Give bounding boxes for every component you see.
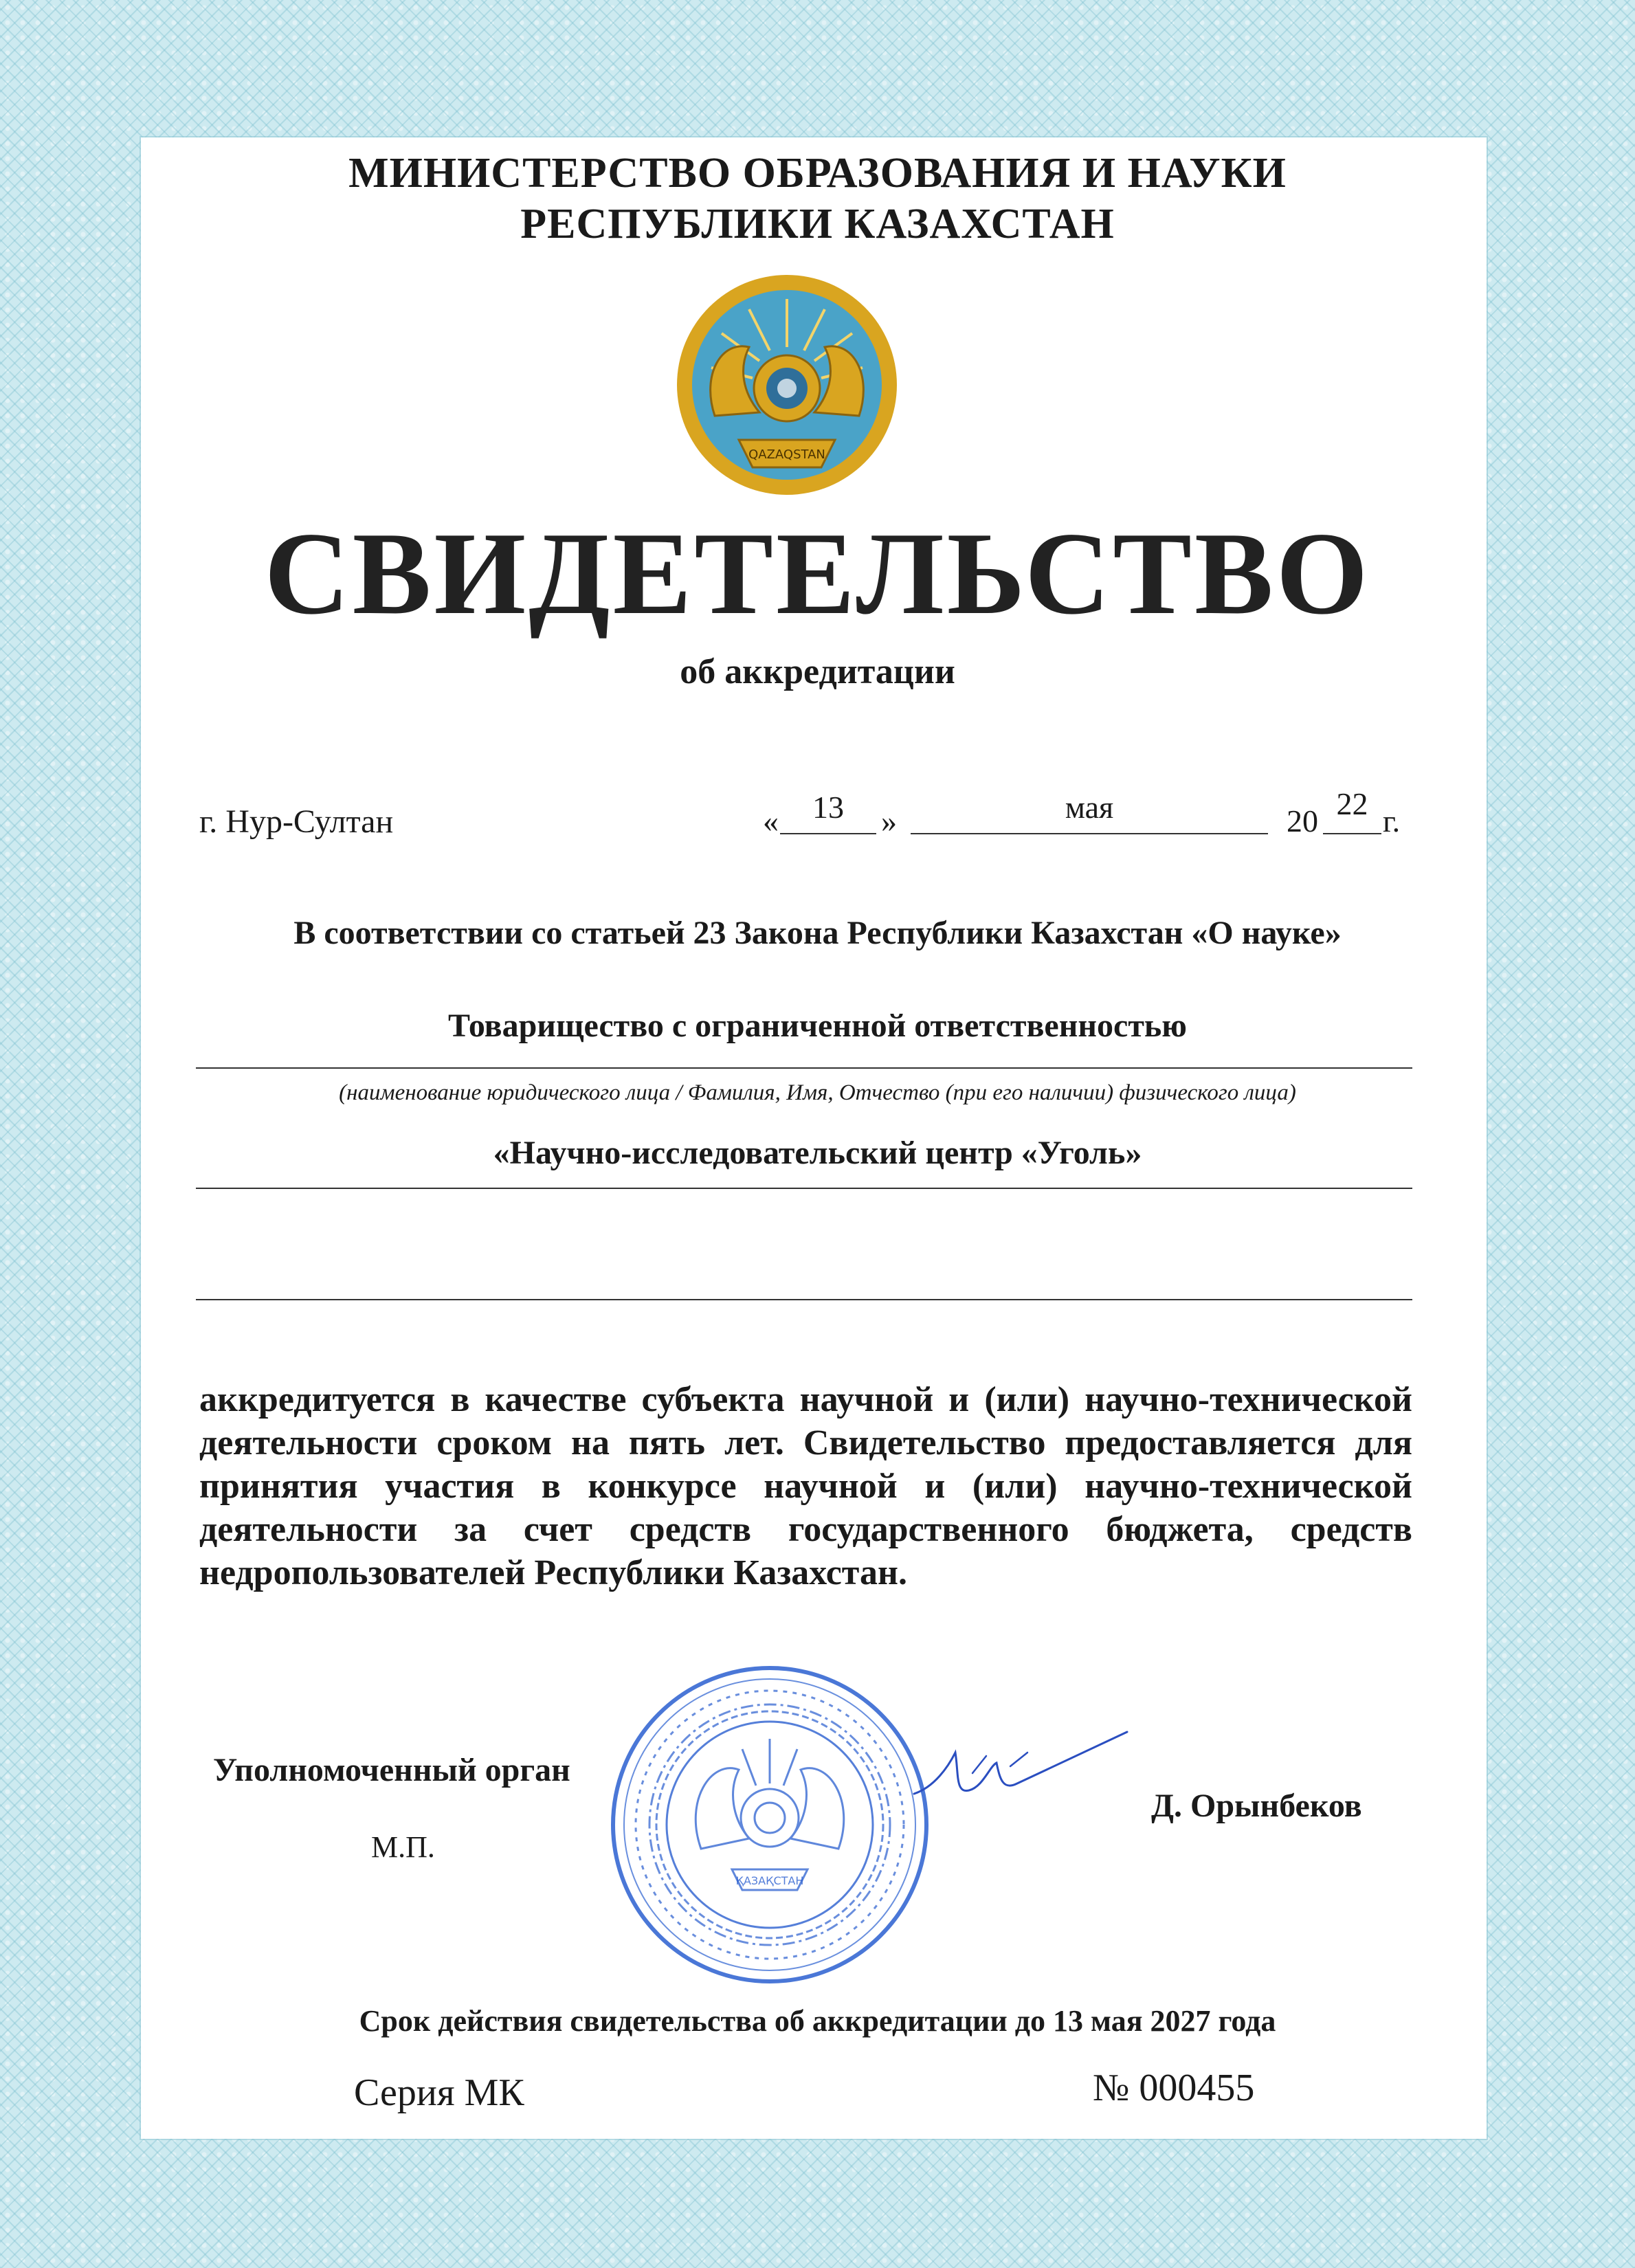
authority-label: Уполномоченный орган (213, 1752, 570, 1788)
organization-hint: (наименование юридического лица / Фамилия, Имя, Отчество (при его наличии) физического лица) (339, 1080, 1296, 1105)
signer-name: Д. Орынбеков (1151, 1788, 1362, 1824)
year-prefix: 20 (1287, 803, 1318, 838)
year-underline (1323, 833, 1381, 834)
signature-scribble (907, 1725, 1134, 1814)
emblem-icon (674, 271, 900, 498)
issue-city: г. Нур-Султан (199, 803, 394, 840)
date-quote-close: » (881, 803, 897, 838)
issue-year: 22 (1336, 786, 1368, 821)
legal-basis: В соответствии со статьей 23 Закона Республики Казахстан «О науке» (293, 915, 1342, 951)
validity-period: Срок действия свидетельства об аккредитации до 13 мая 2027 года (359, 2004, 1276, 2038)
issue-day: 13 (812, 790, 844, 825)
month-underline (911, 833, 1268, 834)
year-mark: г. (1383, 803, 1401, 838)
accreditation-text: аккредитуется в качестве субъекта научной и (или) научно-технической деятельности сроком на пять лет. Свидетельство предоставляется для принятия участия в конкурсе научной и (или) научно-технической деятельности за счет средств государственного бюджета, средств недропользователей Республики Казахстан. (199, 1380, 1412, 1592)
emblem-text: QAZAQSTAN (748, 447, 825, 462)
ministry-line-1: МИНИСТЕРСТВО ОБРАЗОВАНИЯ И НАУКИ (348, 150, 1287, 197)
organization-line-1 (196, 1067, 1412, 1069)
ministry-header (0, 148, 1635, 249)
organization-line-2 (196, 1188, 1412, 1189)
seal-placeholder-label: М.П. (371, 1830, 435, 1864)
signature-icon (907, 1725, 1134, 1814)
organization-type: Товарищество с ограниченной ответственностью (448, 1008, 1187, 1044)
certificate-series: Серия МК (354, 2071, 524, 2114)
day-underline (780, 833, 876, 834)
organization-line-3 (196, 1299, 1412, 1300)
issue-month: мая (1065, 790, 1114, 825)
ministry-line-2: РЕСПУБЛИКИ КАЗАХСТАН (520, 201, 1115, 247)
stamp-text: ҚАЗАҚСТАН (735, 1874, 804, 1887)
official-stamp (608, 1663, 931, 1986)
state-emblem (674, 271, 900, 498)
organization-name: «Научно-исследовательский центр «Уголь» (493, 1135, 1142, 1171)
document-title: СВИДЕТЕЛЬСТВО (264, 509, 1371, 639)
date-quote-open: « (763, 803, 779, 838)
document-subtitle: об аккредитации (680, 652, 955, 691)
stamp-seal-icon (608, 1663, 931, 1986)
certificate-number: № 000455 (1093, 2067, 1255, 2109)
